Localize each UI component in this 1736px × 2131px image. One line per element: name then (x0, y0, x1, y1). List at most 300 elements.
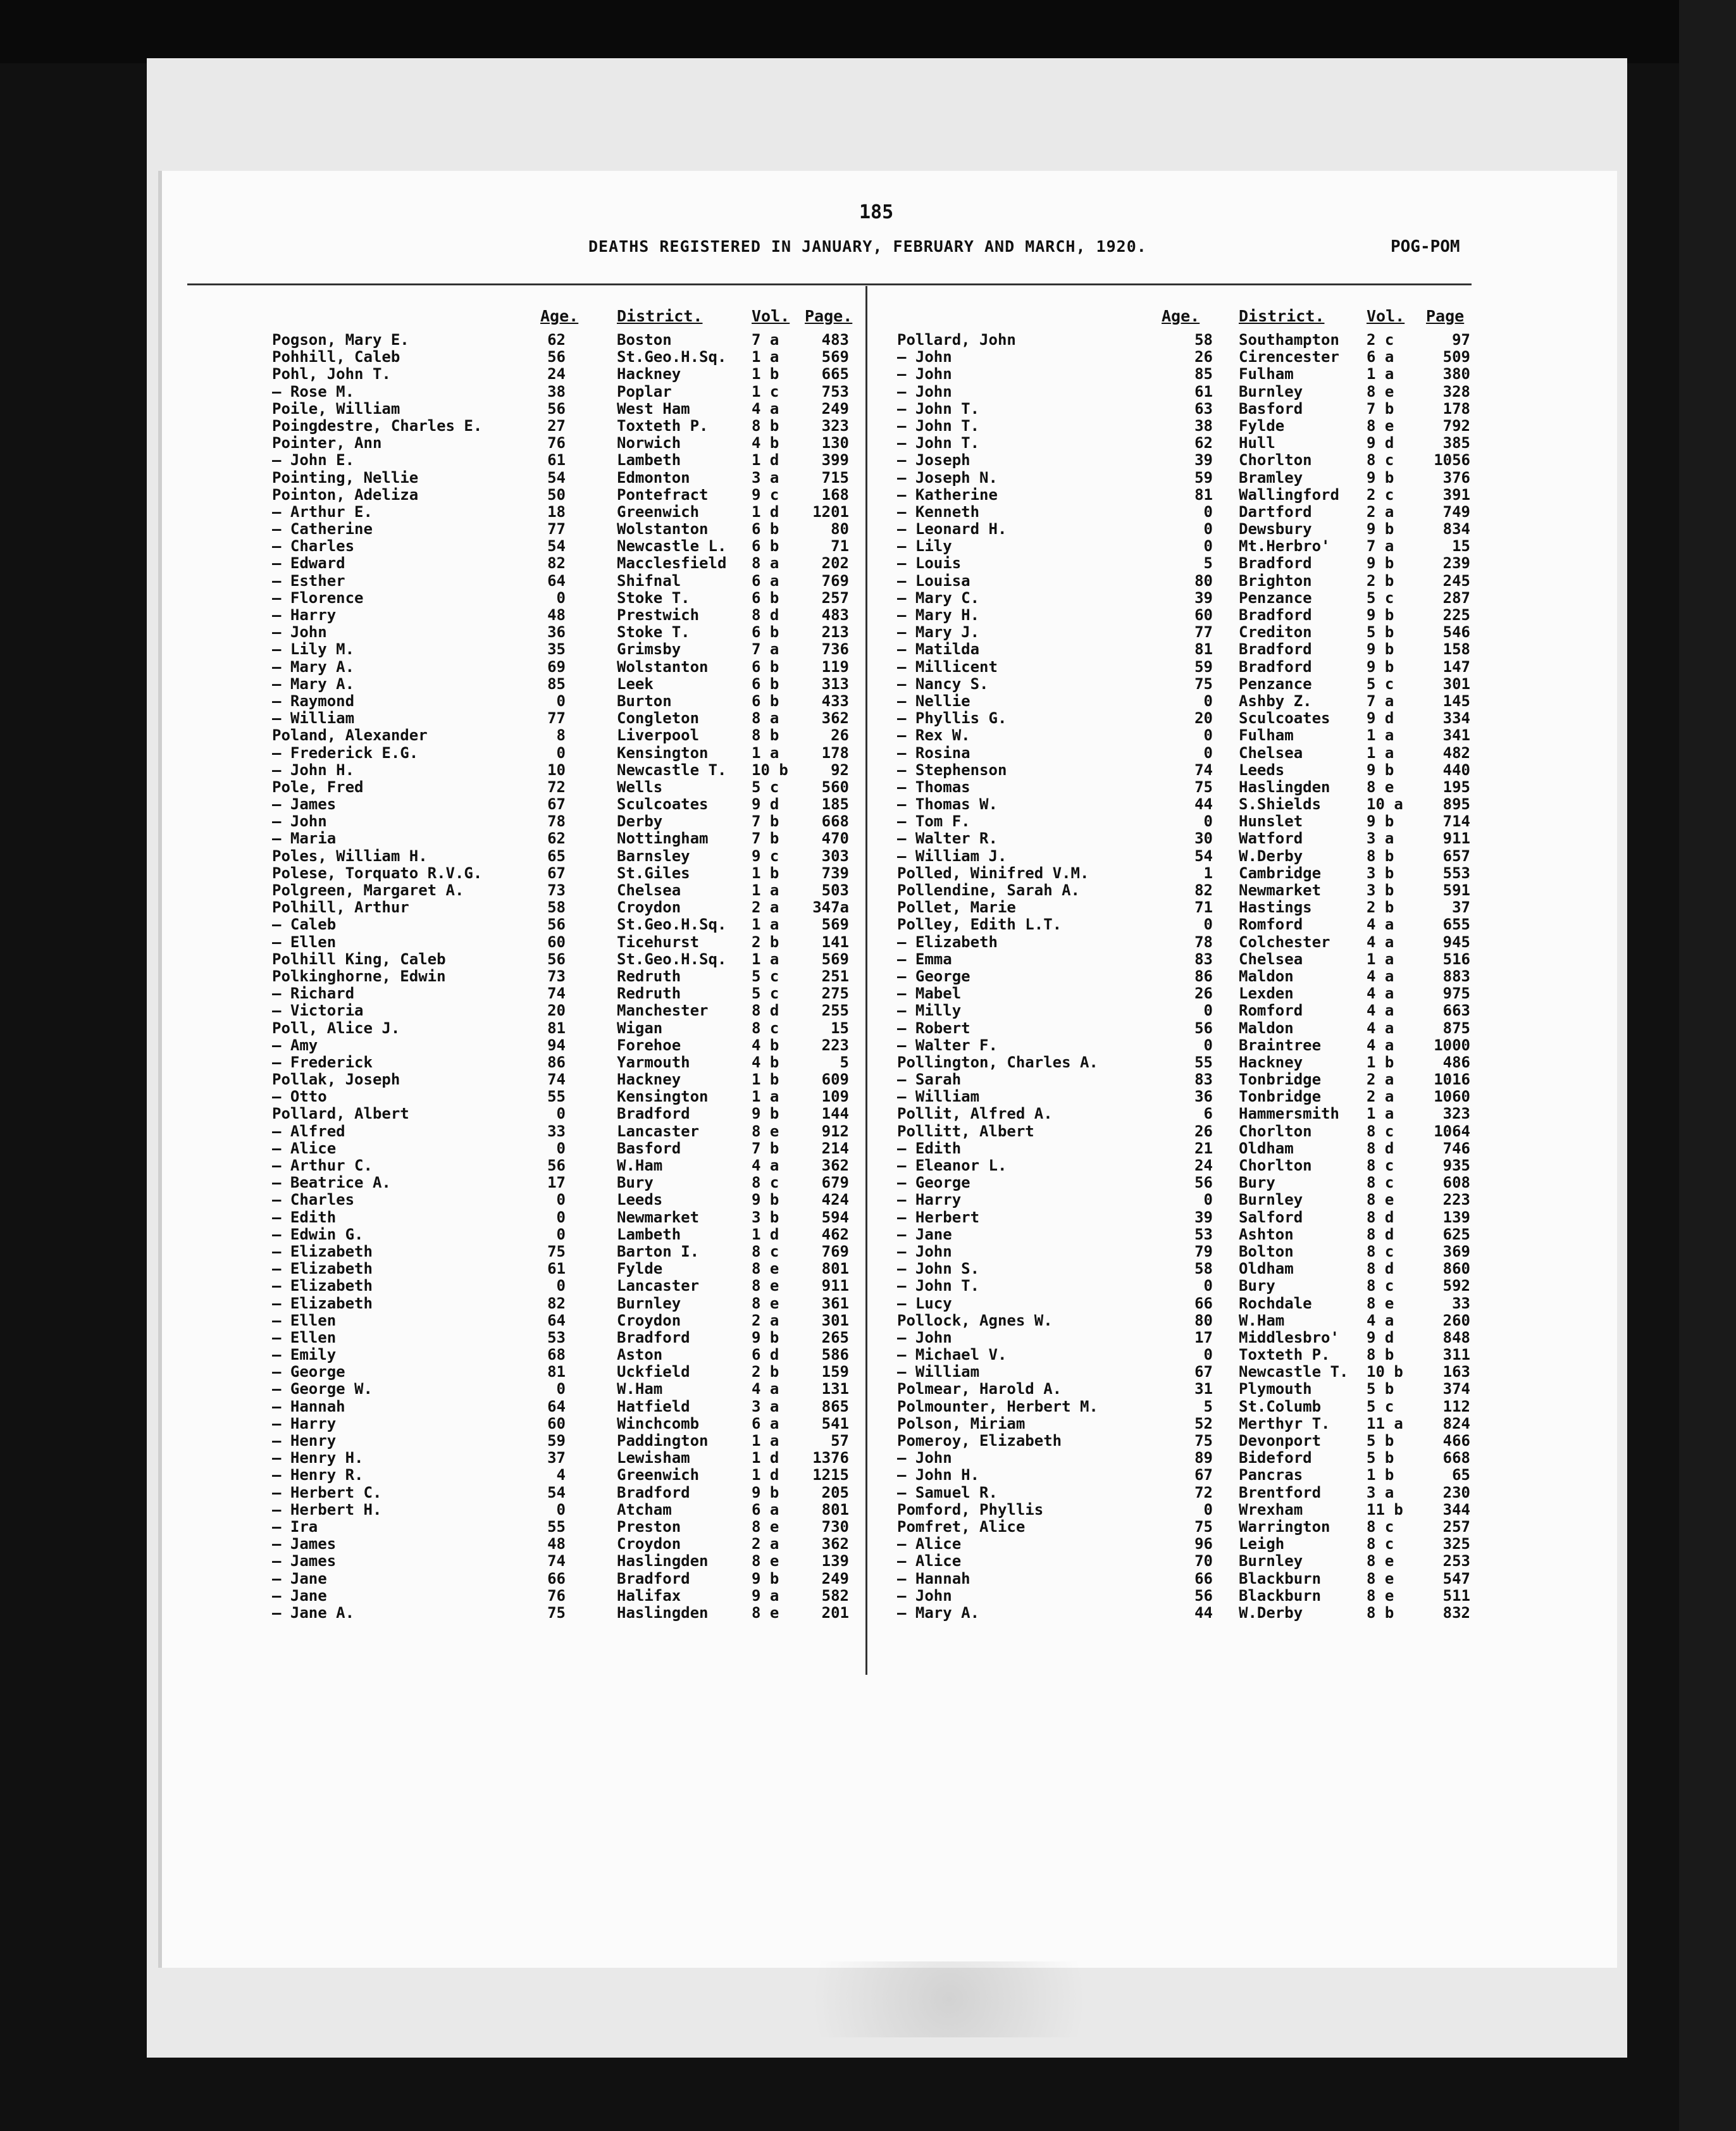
register-entry (897, 1466, 1473, 1483)
entry-district: Newcastle T. (1239, 1363, 1349, 1381)
entry-district: Stoke T. (617, 588, 690, 607)
entry-name: — Eleanor L. (897, 1157, 1007, 1174)
register-entry (272, 761, 854, 778)
register-entry (897, 1122, 1473, 1140)
register-entry (897, 572, 1473, 589)
entry-volume: 1 d (752, 1225, 779, 1243)
register-entry (897, 400, 1473, 417)
register-entry (897, 1604, 1473, 1621)
register-entry (897, 1277, 1473, 1294)
register-entry (897, 881, 1473, 898)
entry-age: 0 (1203, 1036, 1213, 1054)
entry-volume: 5 c (752, 985, 779, 1003)
entry-page: 260 (1442, 1311, 1470, 1329)
entry-age: 0 (1203, 520, 1213, 538)
register-entry (272, 417, 854, 434)
entry-volume: 5 b (1367, 1380, 1394, 1398)
entry-district: Burnley (1239, 382, 1303, 401)
entry-name: Pogson, Mary E. (272, 331, 409, 349)
entry-district: Lancaster (617, 1277, 700, 1295)
entry-name: — John T. (897, 399, 980, 418)
entry-district: Greenwich (617, 502, 700, 521)
entry-age: 82 (547, 1294, 566, 1312)
entry-name: — Kenneth (897, 502, 980, 521)
entry-district: Uckfield (617, 1363, 690, 1381)
entry-district: Croydon (617, 1311, 681, 1329)
entry-page: 139 (1442, 1208, 1470, 1226)
entry-district: Maldon (1239, 1019, 1294, 1037)
entry-age: 66 (547, 1569, 566, 1587)
entry-age: 59 (547, 1432, 566, 1450)
register-entry (897, 1191, 1473, 1208)
entry-name: Pointing, Nellie (272, 468, 419, 487)
register-entry (272, 1398, 854, 1415)
entry-page: 753 (821, 382, 849, 401)
entry-name: — Elizabeth (897, 933, 998, 951)
entry-age: 80 (1194, 1311, 1213, 1329)
entry-name: — Millicent (897, 657, 998, 676)
entry-district: Nottingham (617, 829, 709, 848)
entry-district: Hackney (617, 365, 681, 383)
entry-page: 895 (1442, 795, 1470, 814)
entry-name: Poland, Alexander (272, 726, 428, 745)
entry-volume: 4 a (752, 1157, 779, 1174)
entry-name: — John T. (897, 416, 980, 435)
entry-district: Wrexham (1239, 1500, 1303, 1519)
entry-age: 61 (547, 1260, 566, 1278)
entry-page: 730 (821, 1517, 849, 1536)
entry-name: — Mary C. (897, 588, 980, 607)
entry-age: 75 (547, 1603, 566, 1622)
entry-volume: 8 e (1367, 1586, 1394, 1605)
entry-district: Lewisham (617, 1449, 690, 1467)
register-entry (897, 1105, 1473, 1122)
entry-page: 715 (821, 468, 849, 487)
entry-volume: 9 b (752, 1105, 779, 1123)
register-entry (272, 916, 854, 933)
entry-age: 17 (1194, 1328, 1213, 1346)
entry-district: Wolstanton (617, 657, 709, 676)
entry-page: 860 (1442, 1260, 1470, 1278)
entry-district: Plymouth (1239, 1380, 1312, 1398)
entry-age: 60 (1194, 606, 1213, 624)
register-entry (897, 761, 1473, 778)
register-entry (897, 469, 1473, 486)
entry-page: 586 (821, 1346, 849, 1364)
entry-page: 569 (821, 348, 849, 366)
register-entry (897, 778, 1473, 795)
entry-page: 865 (821, 1397, 849, 1415)
entry-page: 834 (1442, 520, 1470, 538)
register-entry (897, 1484, 1473, 1501)
entry-age: 73 (547, 881, 566, 899)
entry-age: 85 (547, 674, 566, 693)
entry-page: 911 (821, 1277, 849, 1295)
scan-smudge (759, 1961, 1139, 2037)
entry-page: 516 (1442, 950, 1470, 968)
entry-page: 325 (1442, 1535, 1470, 1553)
entry-volume: 3 a (1367, 829, 1394, 848)
entry-name: — George (897, 1174, 970, 1192)
entry-name: Pollit, Alfred A. (897, 1105, 1053, 1123)
entry-page: 362 (821, 1535, 849, 1553)
entry-page: 185 (821, 795, 849, 814)
entry-volume: 6 b (752, 692, 779, 710)
entry-district: Preston (617, 1517, 681, 1536)
entry-district: Pontefract (617, 485, 709, 504)
entry-name: — John E. (272, 451, 355, 469)
entry-age: 66 (1194, 1569, 1213, 1587)
entry-volume: 8 d (1367, 1208, 1394, 1226)
entry-name: — James (272, 1535, 337, 1553)
entry-volume: 1 a (1367, 743, 1394, 762)
entry-volume: 9 a (752, 1586, 779, 1605)
entry-name: — Henry R. (272, 1466, 364, 1484)
entry-page: 749 (1442, 502, 1470, 521)
entry-district: Congleton (617, 709, 700, 728)
entry-district: Chorlton (1239, 1157, 1312, 1174)
entry-name: — John (897, 348, 952, 366)
entry-district: Wells (617, 778, 663, 796)
entry-page: 945 (1442, 933, 1470, 951)
entry-volume: 8 c (1367, 1157, 1394, 1174)
entry-page: 323 (821, 416, 849, 435)
entry-age: 17 (547, 1174, 566, 1192)
register-entry (897, 1535, 1473, 1552)
entry-age: 81 (1194, 640, 1213, 659)
entry-age: 48 (547, 1535, 566, 1553)
entry-name: — Charles (272, 537, 355, 556)
entry-district: Bradford (1239, 606, 1312, 624)
entry-age: 58 (1194, 1260, 1213, 1278)
register-entry (272, 486, 854, 503)
register-entry (272, 623, 854, 640)
entry-name: Polhill, Arthur (272, 898, 409, 917)
entry-age: 75 (1194, 1432, 1213, 1450)
entry-age: 38 (1194, 416, 1213, 435)
entry-district: Halifax (617, 1586, 681, 1605)
entry-volume: 4 a (1367, 933, 1394, 951)
entry-volume: 9 d (1367, 434, 1394, 452)
entry-page: 609 (821, 1071, 849, 1089)
entry-district: Sculcoates (617, 795, 709, 814)
entry-volume: 4 b (752, 1036, 779, 1054)
entry-volume: 2 b (752, 933, 779, 951)
entry-page: 139 (821, 1552, 849, 1570)
entry-district: Newcastle L. (617, 537, 727, 556)
entry-district: Dewsbury (1239, 520, 1312, 538)
entry-name: — Arthur C. (272, 1157, 373, 1174)
entry-page: 875 (1442, 1019, 1470, 1037)
entry-age: 54 (547, 1483, 566, 1501)
entry-page: 230 (1442, 1483, 1470, 1501)
district-header: District. (617, 307, 703, 325)
entry-page: 376 (1442, 468, 1470, 487)
entry-volume: 8 c (752, 1242, 779, 1260)
entry-district: Newmarket (1239, 881, 1322, 899)
entry-age: 18 (547, 502, 566, 521)
entry-age: 56 (1194, 1019, 1213, 1037)
entry-volume: 10 b (1367, 1363, 1403, 1381)
register-entry (897, 1088, 1473, 1105)
entry-district: Chelsea (1239, 743, 1303, 762)
entry-age: 65 (547, 847, 566, 865)
entry-page: 144 (821, 1105, 849, 1123)
register-entry (272, 1019, 854, 1036)
entry-age: 81 (547, 1019, 566, 1037)
entry-age: 56 (547, 950, 566, 968)
entry-district: Barnsley (617, 847, 690, 865)
entry-age: 0 (556, 1277, 566, 1295)
entry-name: — Florence (272, 588, 364, 607)
entry-volume: 1 d (752, 1466, 779, 1484)
entry-name: — Stephenson (897, 761, 1007, 779)
entry-name: — George (897, 967, 970, 985)
entry-volume: 1 a (1367, 950, 1394, 968)
register-entry (272, 675, 854, 692)
register-entry (897, 1019, 1473, 1036)
register-entry (897, 1260, 1473, 1277)
entry-volume: 1 a (752, 881, 779, 899)
entry-page: 569 (821, 950, 849, 968)
entry-age: 55 (1194, 1053, 1213, 1071)
entry-page: 178 (1442, 399, 1470, 418)
register-entry (272, 829, 854, 847)
entry-district: Lambeth (617, 451, 681, 469)
entry-district: W.Ham (1239, 1311, 1285, 1329)
entry-name: Polkinghorne, Edwin (272, 967, 446, 985)
register-entry (897, 554, 1473, 571)
entry-age: 33 (547, 1122, 566, 1140)
entry-volume: 3 a (1367, 1483, 1394, 1501)
entry-volume: 9 d (1367, 1328, 1394, 1346)
entry-page: 509 (1442, 348, 1470, 366)
entry-age: 0 (1203, 1346, 1213, 1364)
entry-volume: 4 b (752, 1053, 779, 1071)
scan-border-right (1679, 0, 1736, 2131)
entry-district: Chelsea (617, 881, 681, 899)
entry-name: Poll, Alice J. (272, 1019, 400, 1037)
entry-page: 594 (821, 1208, 849, 1226)
entry-age: 70 (1194, 1552, 1213, 1570)
entry-volume: 8 c (1367, 451, 1394, 469)
entry-district: Toxteth P. (617, 416, 709, 435)
entry-district: S.Shields (1239, 795, 1322, 814)
entry-page: 249 (821, 1569, 849, 1587)
entry-district: Brentford (1239, 1483, 1322, 1501)
register-entry (897, 1570, 1473, 1587)
entry-age: 56 (547, 399, 566, 418)
entry-volume: 1 b (752, 864, 779, 882)
entry-name: — Henry (272, 1432, 337, 1450)
entry-age: 0 (556, 1191, 566, 1209)
entry-district: Toxteth P. (1239, 1346, 1330, 1364)
entry-age: 72 (547, 778, 566, 796)
entry-name: — George W. (272, 1380, 373, 1398)
entry-volume: 8 c (1367, 1174, 1394, 1192)
entry-age: 0 (1203, 916, 1213, 934)
entry-district: Grimsby (617, 640, 681, 659)
entry-district: Redruth (617, 985, 681, 1003)
entry-name: — Louis (897, 554, 962, 573)
entry-district: Blackburn (1239, 1569, 1322, 1587)
entry-name: — John H. (897, 1466, 980, 1484)
register-entry (272, 434, 854, 451)
entry-volume: 1 a (752, 916, 779, 934)
entry-district: Prestwich (617, 606, 700, 624)
entry-page: 5 (840, 1053, 849, 1071)
register-entry (272, 778, 854, 795)
entry-district: Tonbridge (1239, 1071, 1322, 1089)
register-entry (897, 933, 1473, 950)
entry-age: 27 (547, 416, 566, 435)
entry-volume: 8 c (752, 1174, 779, 1192)
entry-age: 82 (547, 554, 566, 573)
entry-page: 380 (1442, 365, 1470, 383)
register-entry (897, 658, 1473, 675)
entry-district: Ashton (1239, 1225, 1294, 1243)
register-entry (897, 1432, 1473, 1449)
entry-district: Bradford (1239, 657, 1312, 676)
entry-page: 141 (821, 933, 849, 951)
entry-page: 824 (1442, 1414, 1470, 1432)
entry-page: 1016 (1434, 1071, 1470, 1089)
entry-volume: 1 d (752, 1449, 779, 1467)
entry-age: 53 (547, 1328, 566, 1346)
entry-name: — William (897, 1088, 980, 1106)
register-entry (272, 1002, 854, 1019)
entry-district: Maldon (1239, 967, 1294, 985)
entry-age: 56 (1194, 1586, 1213, 1605)
entry-volume: 1 b (1367, 1053, 1394, 1071)
entry-name: Pollet, Marie (897, 898, 1016, 917)
register-entry (272, 1484, 854, 1501)
entry-district: Winchcomb (617, 1414, 700, 1432)
entry-age: 0 (556, 692, 566, 710)
entry-age: 0 (556, 1208, 566, 1226)
entry-name: — Sarah (897, 1071, 962, 1089)
register-entry (897, 1140, 1473, 1157)
entry-age: 62 (547, 829, 566, 848)
entry-name: — Lily M. (272, 640, 355, 659)
register-entry (272, 1449, 854, 1466)
entry-name: — Arthur E. (272, 502, 373, 521)
entry-volume: 4 a (1367, 1311, 1394, 1329)
entry-volume: 8 e (1367, 1294, 1394, 1312)
register-entry (272, 881, 854, 898)
entry-page: 334 (1442, 709, 1470, 728)
entry-district: Lambeth (617, 1225, 681, 1243)
entry-name: — Alice (272, 1139, 337, 1157)
entry-age: 85 (1194, 365, 1213, 383)
entry-volume: 4 a (1367, 916, 1394, 934)
entry-page: 483 (821, 331, 849, 349)
register-entry (897, 1398, 1473, 1415)
register-entry (272, 1604, 854, 1621)
entry-district: Salford (1239, 1208, 1303, 1226)
entry-page: 323 (1442, 1105, 1470, 1123)
entry-name: — Phyllis G. (897, 709, 1007, 728)
entry-district: Burnley (617, 1294, 681, 1312)
register-entry (272, 1191, 854, 1208)
entry-district: Hackney (617, 1071, 681, 1089)
entry-age: 20 (1194, 709, 1213, 728)
entry-volume: 2 a (752, 898, 779, 917)
register-entry (897, 1380, 1473, 1397)
entry-volume: 8 d (1367, 1139, 1394, 1157)
entry-name: — Hannah (897, 1569, 970, 1587)
entry-district: Edmonton (617, 468, 690, 487)
entry-district: Merthyr T. (1239, 1414, 1330, 1432)
entry-volume: 9 b (1367, 761, 1394, 779)
register-entry (897, 864, 1473, 881)
entry-name: — Mabel (897, 985, 962, 1003)
register-entry (897, 434, 1473, 451)
entry-page: 97 (1452, 331, 1470, 349)
entry-page: 883 (1442, 967, 1470, 985)
entry-page: 466 (1442, 1432, 1470, 1450)
entry-name: Pointon, Adeliza (272, 485, 419, 504)
entry-page: 482 (1442, 743, 1470, 762)
entry-name: — Amy (272, 1036, 318, 1054)
entry-age: 74 (1194, 761, 1213, 779)
entry-district: Sculcoates (1239, 709, 1330, 728)
entry-page: 159 (821, 1363, 849, 1381)
entry-volume: 1 a (752, 348, 779, 366)
entry-name: — John (897, 1586, 952, 1605)
entry-district: Hunslet (1239, 812, 1303, 831)
entry-district: St.Geo.H.Sq. (617, 916, 727, 934)
entry-volume: 1 a (752, 743, 779, 762)
entry-volume: 8 b (752, 726, 779, 745)
entry-name: — Mary A. (272, 657, 355, 676)
entry-page: 483 (821, 606, 849, 624)
register-entry (272, 985, 854, 1002)
entry-name: — Jane (272, 1586, 327, 1605)
entry-district: Kensington (617, 1088, 709, 1106)
entry-page: 679 (821, 1174, 849, 1192)
entry-age: 52 (1194, 1414, 1213, 1432)
entry-volume: 8 e (752, 1603, 779, 1622)
entry-age: 72 (1194, 1483, 1213, 1501)
entry-volume: 6 b (752, 674, 779, 693)
register-entry (272, 847, 854, 864)
entry-district: Bury (617, 1174, 654, 1192)
entry-page: 975 (1442, 985, 1470, 1003)
entry-district: W.Ham (617, 1380, 663, 1398)
register-entry (897, 623, 1473, 640)
entry-age: 67 (1194, 1466, 1213, 1484)
entry-age: 0 (556, 1225, 566, 1243)
entry-age: 61 (547, 451, 566, 469)
entry-district: Manchester (617, 1002, 709, 1020)
entry-volume: 8 e (752, 1294, 779, 1312)
entry-volume: 1 b (752, 1071, 779, 1089)
entry-name: — Edith (272, 1208, 337, 1226)
entry-volume: 6 d (752, 1346, 779, 1364)
entry-page: 591 (1442, 881, 1470, 899)
entry-page: 1215 (812, 1466, 849, 1484)
entry-age: 21 (1194, 1139, 1213, 1157)
entry-name: Polley, Edith L.T. (897, 916, 1062, 934)
entry-name: — Walter F. (897, 1036, 998, 1054)
entry-name: — Frederick (272, 1053, 373, 1071)
entry-name: Pollendine, Sarah A. (897, 881, 1080, 899)
scan-border-top (0, 0, 1736, 63)
header-rule (187, 283, 1472, 285)
register-entry (272, 537, 854, 554)
register-entry (897, 950, 1473, 967)
